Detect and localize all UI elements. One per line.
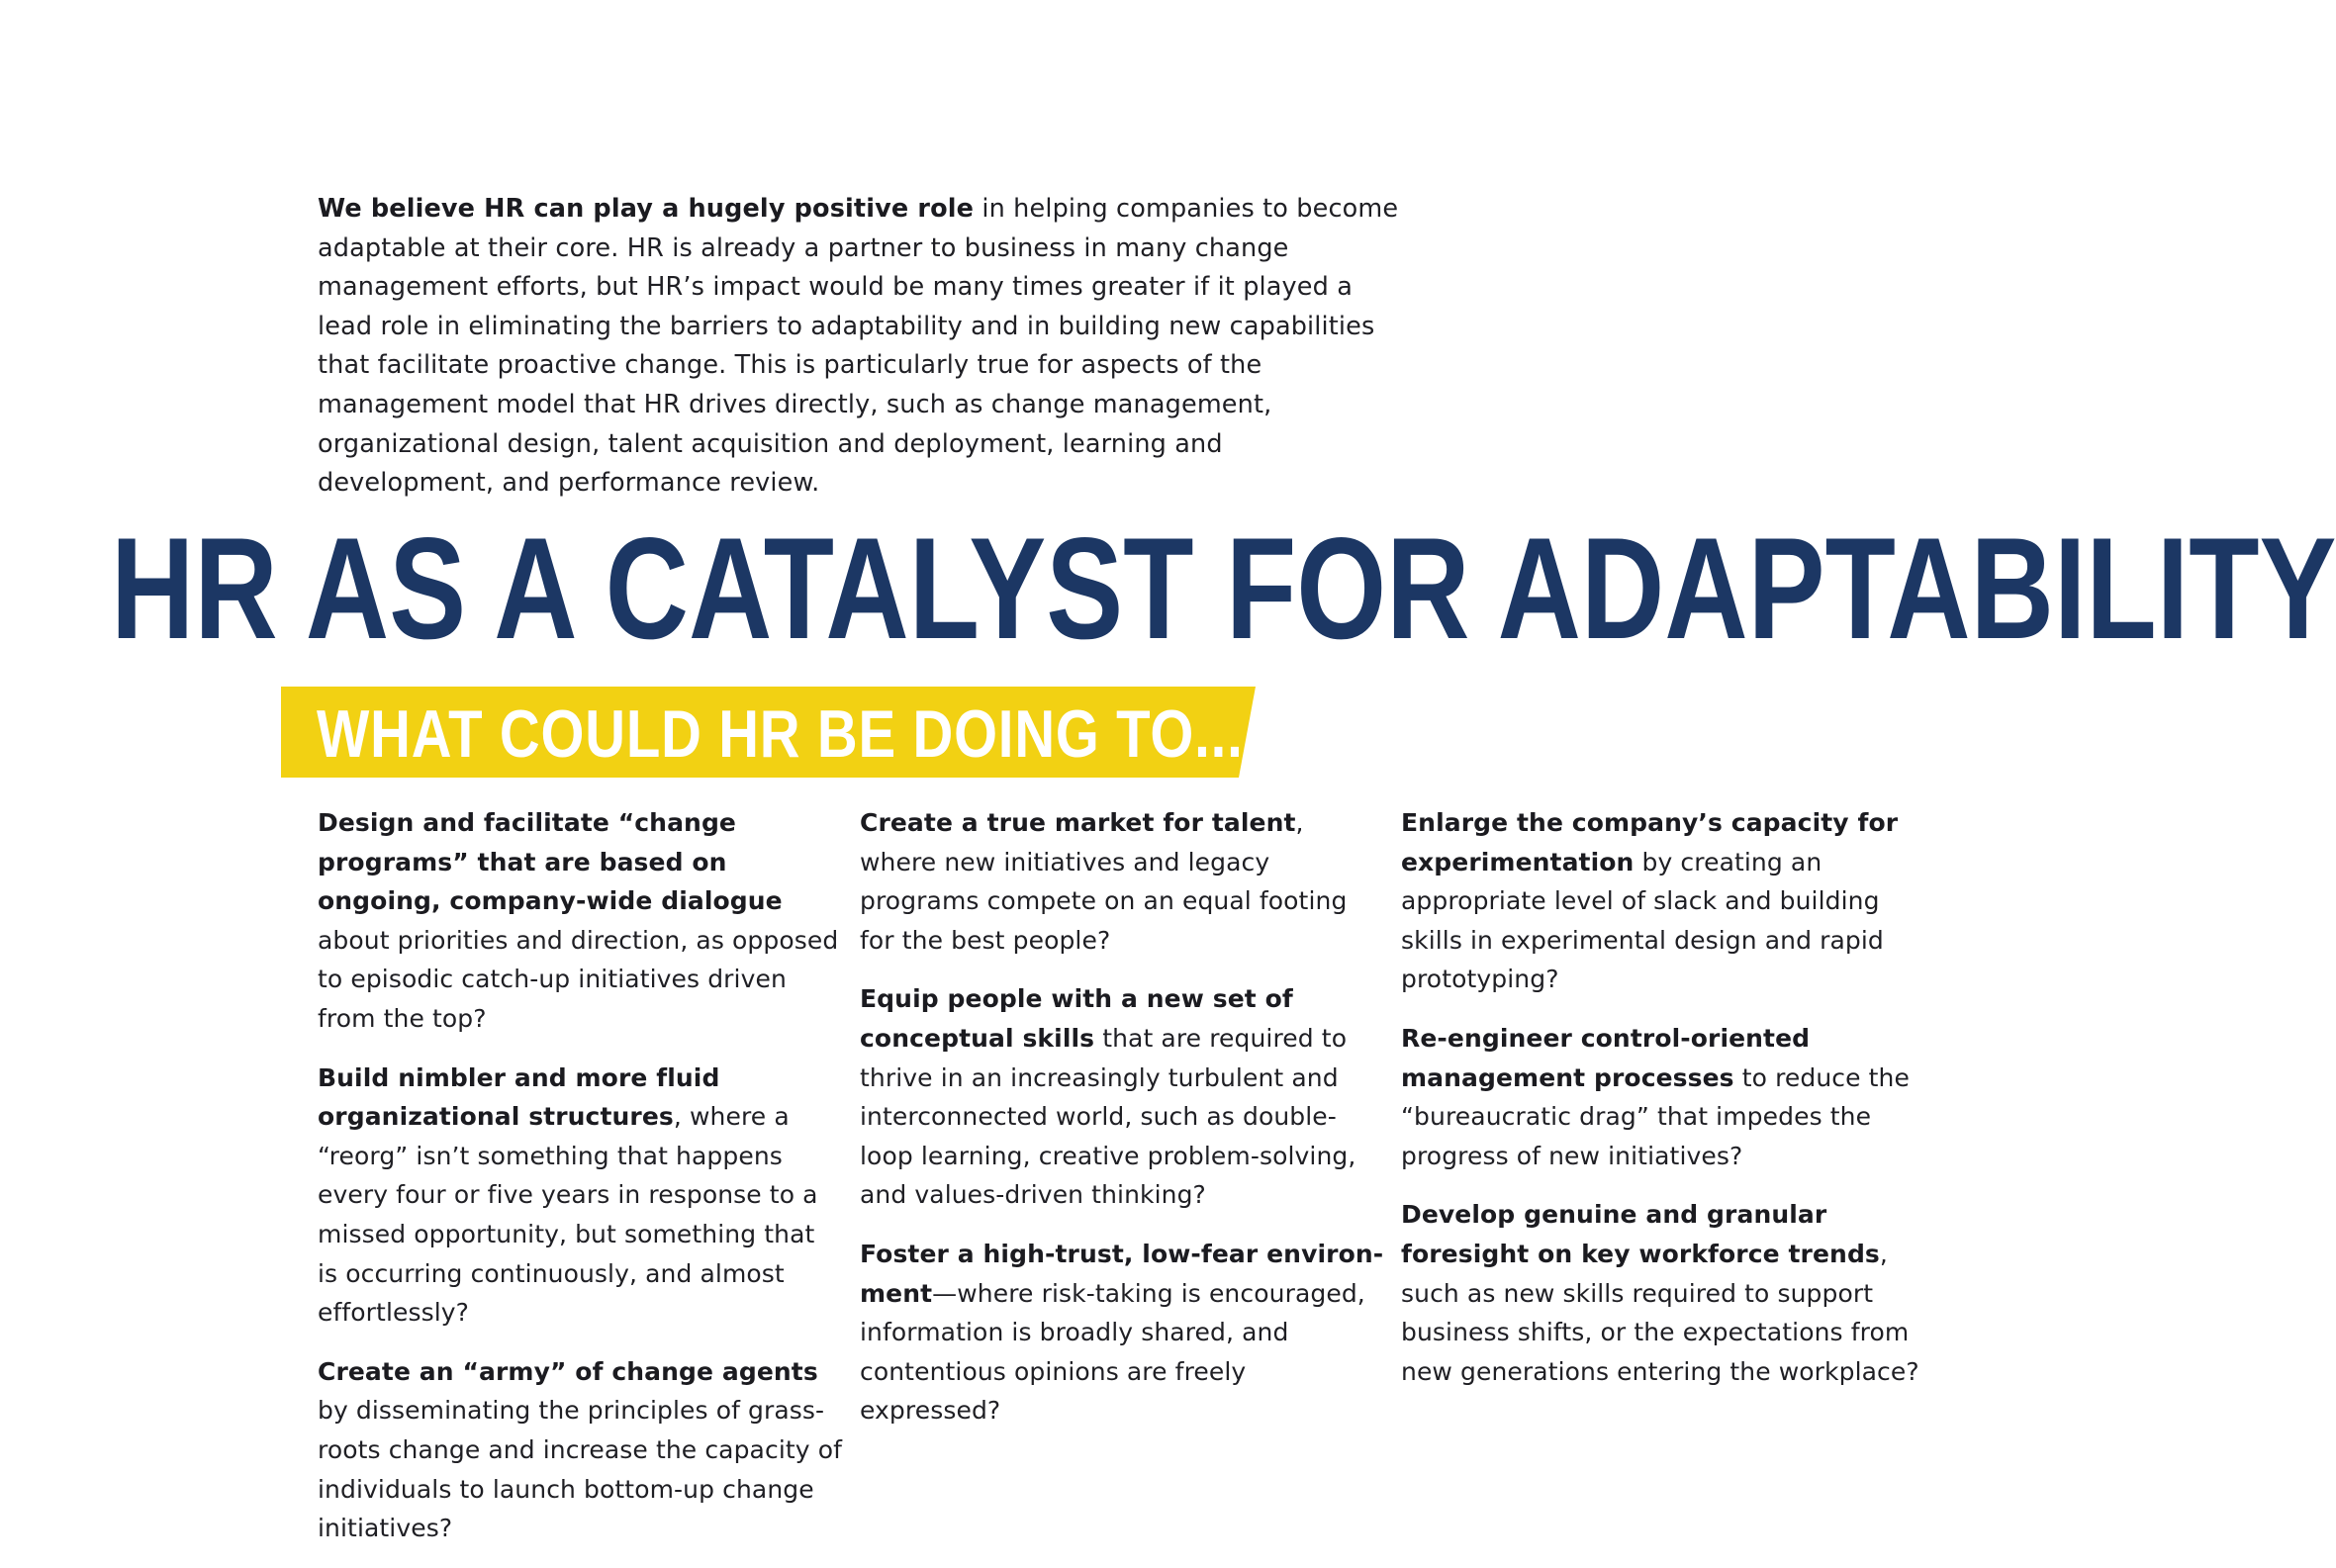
item-text: by creating an appropriate level of slack and building skills in experimental design and rapid prototyping? [1401, 847, 1884, 994]
list-item [318, 1352, 842, 1548]
column-2 [860, 803, 1384, 1450]
column-1 [318, 803, 842, 1568]
list-item [318, 803, 842, 1039]
list-item [1401, 803, 1935, 999]
list-item [1401, 1195, 1935, 1391]
list-item [318, 1059, 842, 1333]
item-lead: Design and facilitate “change programs” that are based on ongoing, company-wide dialogue [318, 808, 783, 916]
column-3 [1401, 803, 1935, 1411]
item-lead: Create a true market for talent [860, 808, 1296, 837]
list-item [1401, 1019, 1935, 1175]
intro-body: in helping companies to become adaptable at their core. HR is already a partner to business in many change management efforts, but HR’s impact would be many times greater if it played a lead role in eliminating the barriers to adaptability and in building new capabilities that facilitate proactive change. This is particularly true for aspects of the management model that HR drives directly, such as change management, organizational design, talent acquisition and deployment, learning and development, and performance review. [318, 194, 1399, 499]
item-text: , where new initiatives and legacy programs compete on an equal footing for the best people? [860, 808, 1348, 955]
list-item [860, 1235, 1384, 1430]
item-lead: Develop genuine and granular foresight on key workforce trends [1401, 1200, 1880, 1268]
item-text: by disseminating the principles of grass-roots change and increase the capacity of individuals to launch bottom-up change initiatives? [318, 1396, 843, 1543]
intro-lead: We believe HR can play a hugely positive role [318, 194, 975, 224]
intro-paragraph [318, 190, 1406, 504]
list-item [860, 979, 1384, 1215]
item-lead: Build nimbler and more fluid organizational structures [318, 1062, 720, 1132]
banner-title: WHAT COULD HR BE DOING TO... [317, 696, 1244, 772]
item-text: to reduce the “bureaucratic drag” that impedes the progress of new initiatives? [1401, 1062, 1910, 1170]
item-text: , where a “reorg” isn’t something that happens every four or five years in response to a missed opportunity, but something that is occurring continuously, and almost effortlessly? [318, 1102, 818, 1328]
item-lead: Re-engineer control-oriented management processes [1401, 1023, 1811, 1092]
page-headline: HR AS A CATALYST FOR ADAPTABILITY [111, 507, 2336, 669]
item-text: , such as new skills required to support business shifts, or the expectations from new generations entering the workplace? [1401, 1239, 1919, 1386]
item-lead: Create an “army” of change agents [318, 1356, 818, 1386]
item-lead: Equip people with a new set of conceptual skills [860, 984, 1293, 1053]
list-item [860, 803, 1384, 960]
item-lead: Foster a high-trust, low-fear environment [860, 1239, 1384, 1308]
section-banner [281, 687, 1256, 778]
item-text: about priorities and direction, as opposed to episodic catch-up initiatives driven from the top? [318, 925, 839, 1033]
item-text: —where risk-taking is encouraged, information is broadly shared, and contentious opinions are freely expressed? [860, 1278, 1365, 1426]
item-lead: Enlarge the company’s capacity for experimentation [1401, 808, 1899, 876]
item-text: that are required to thrive in an increasingly turbulent and interconnected world, such as double-loop learning, creative problem-solving, and values-driven thinking? [860, 1023, 1356, 1210]
